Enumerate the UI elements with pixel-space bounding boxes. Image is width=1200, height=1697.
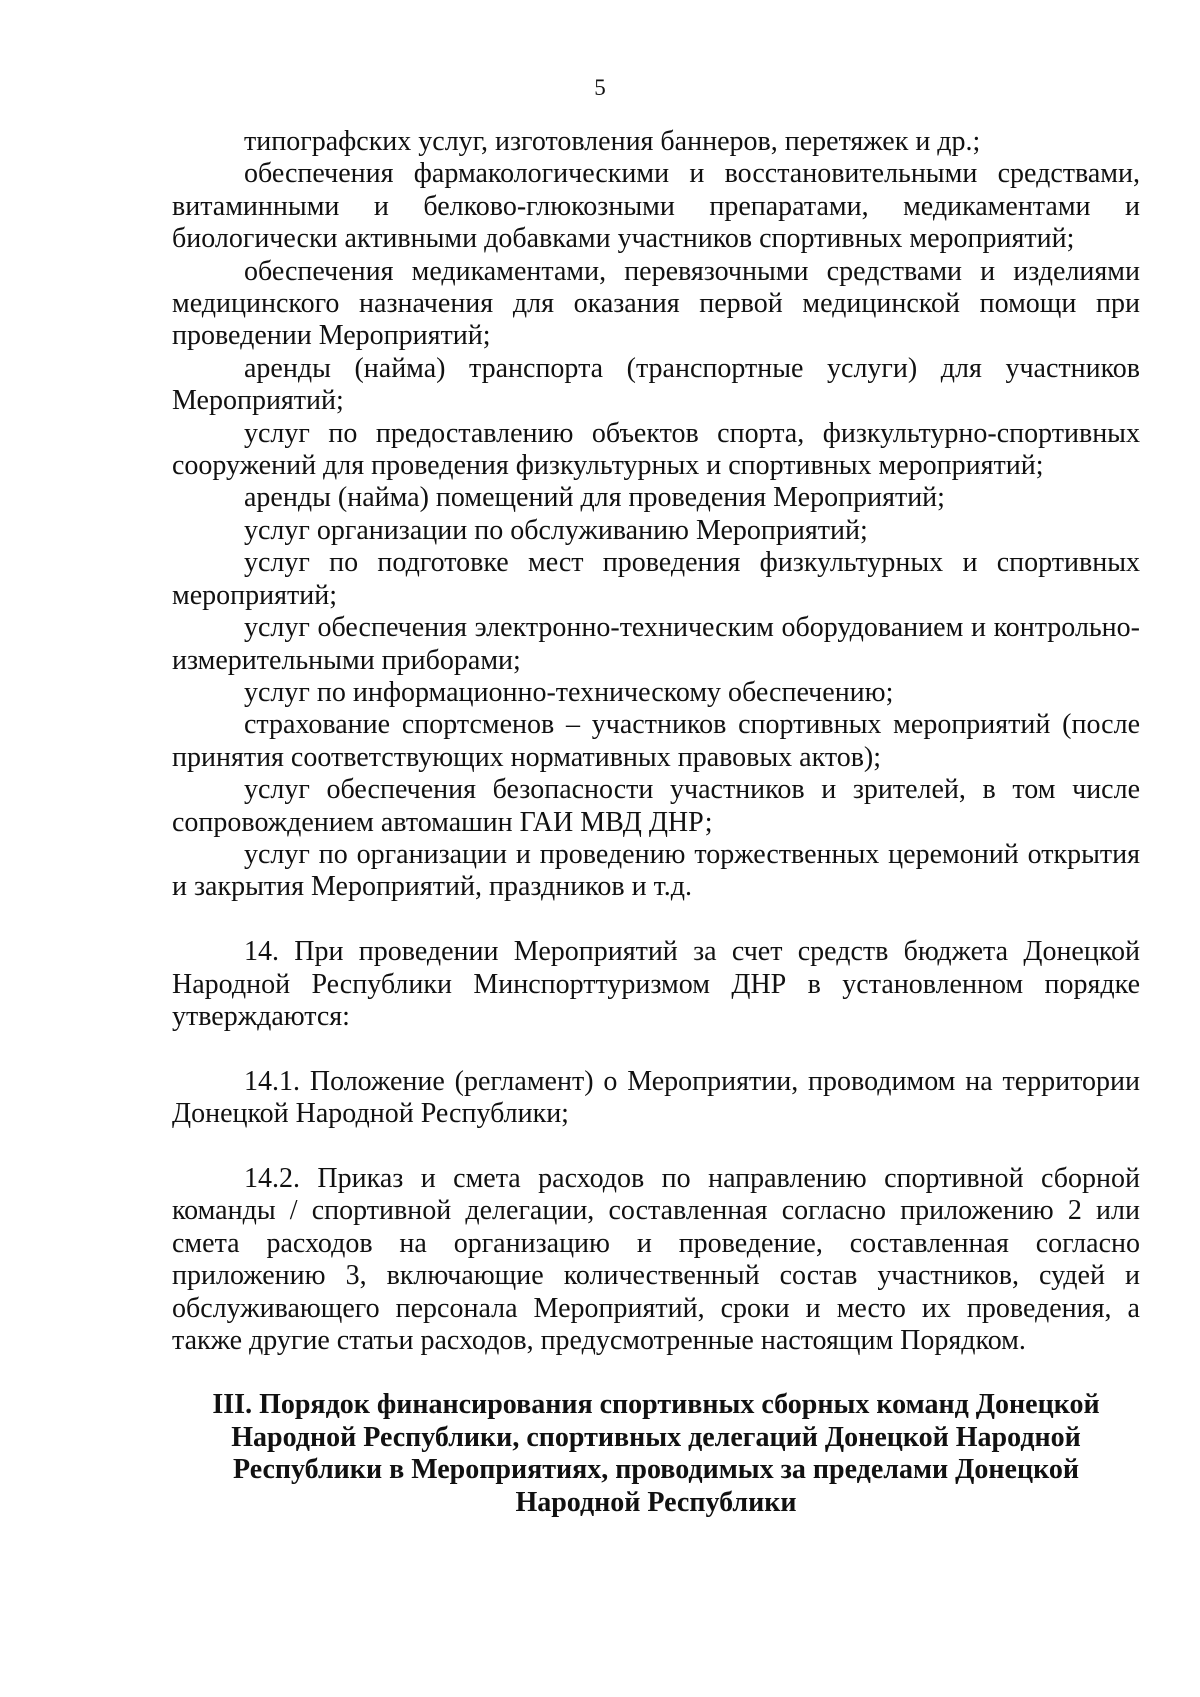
list-item: услуг обеспечения безопасности участников и зрителей, в том числе сопровождением автомашин ГАИ МВД ДНР;	[172, 774, 1140, 838]
document-body	[172, 126, 1140, 1519]
clause-14-2: 14.2. Приказ и смета расходов по направлению спортивной сборной команды / спортивной делегации, составленная согласно приложению 2 или смета расходов на организацию и проведение, составленная согласно приложению 3, включающие количественный состав участников, судей и обслуживающего персонала Мероприятий, сроки и место их проведения, а также другие статьи расходов, предусмотренные настоящим Порядком.	[172, 1162, 1140, 1356]
list-item: услуг обеспечения электронно-техническим оборудованием и контрольно-измерительными приборами;	[172, 612, 1140, 676]
list-item: аренды (найма) транспорта (транспортные услуги) для участников Мероприятий;	[172, 352, 1140, 417]
list-item: типографских услуг, изготовления баннеров, перетяжек и др.;	[244, 126, 981, 157]
list-item: услуг по предоставлению объектов спорта, физкультурно-спортивных сооружений для проведения физкультурных и спортивных мероприятий;	[172, 417, 1140, 482]
list-item: услуг по организации и проведению торжественных церемоний открытия и закрытия Мероприятий, праздников и т.д.	[172, 838, 1140, 903]
clause-14: 14. При проведении Мероприятий за счет средств бюджета Донецкой Народной Республики Минспорттуризмом ДНР в установленном порядке утверждаются:	[172, 936, 1140, 1032]
page-number: 5	[594, 75, 606, 100]
list-item: услуг по информационно-техническому обеспечению;	[244, 676, 894, 708]
list-item: услуг организации по обслуживанию Мероприятий;	[244, 514, 868, 546]
list-item: обеспечения медикаментами, перевязочными средствами и изделиями медицинского назначения для оказания первой медицинской помощи при проведении Мероприятий;	[172, 255, 1140, 352]
clause-14-1: 14.1. Положение (регламент) о Мероприятии, проводимом на территории Донецкой Народной Республики;	[172, 1065, 1140, 1130]
list-item: обеспечения фармакологическими и восстановительными средствами, витаминными и белково-глюкозными препаратами, медикаментами и биологически активными добавками участников спортивных мероприятий;	[172, 158, 1140, 255]
list-item: аренды (найма) помещений для проведения Мероприятий;	[244, 482, 945, 514]
section-heading: III. Порядок финансирования спортивных сборных команд Донецкой Народной Республики, спортивных делегаций Донецкой Народной Республики в Мероприятиях, проводимых за пределами Донецкой Народной Республики	[212, 1389, 1100, 1518]
list-item: страхование спортсменов – участников спортивных мероприятий (после принятия соответствующих нормативных правовых актов);	[172, 709, 1140, 773]
list-item: услуг по подготовке мест проведения физкультурных и спортивных мероприятий;	[172, 547, 1140, 611]
